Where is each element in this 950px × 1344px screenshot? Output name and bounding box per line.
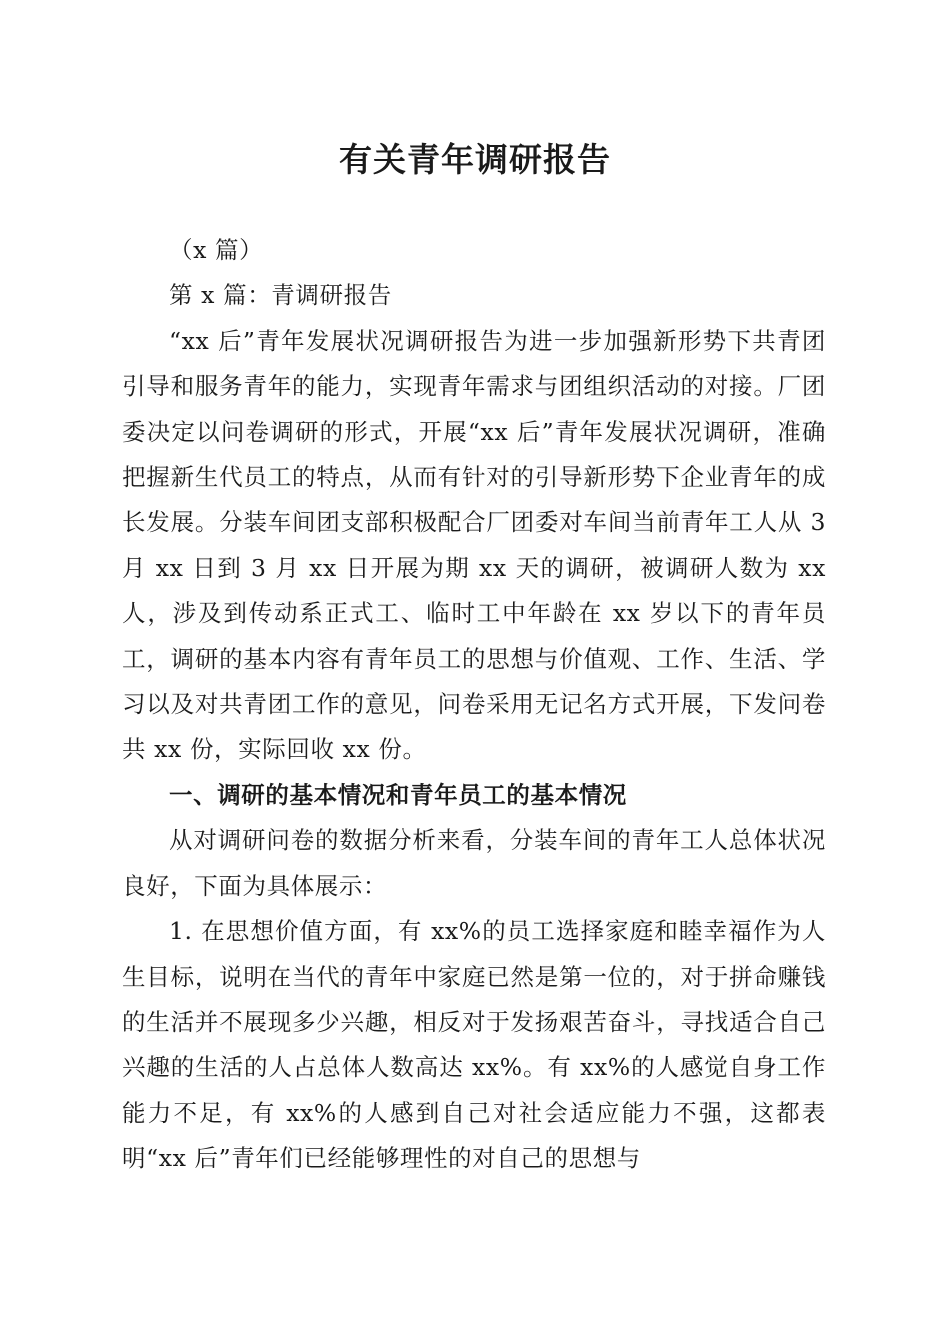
overview-paragraph: 从对调研问卷的数据分析来看，分装车间的青年工人总体状况良好，下面为具体展示： — [122, 826, 826, 900]
section-heading-1: 一、调研的基本情况和青年员工的基本情况 — [169, 780, 627, 809]
series-note: （x 篇） — [169, 236, 264, 264]
values-paragraph: 1. 在思想价值方面，有 xx%的员工选择家庭和睦幸福作为人生目标，说明在当代的青年中家庭已然是第一位的，对于拼命赚钱的生活并不展现多少兴趣，相反对于发扬艰苦奋斗，寻找适合自己兴趣的生活的人占总体人数高达 xx%。有 xx%的人感觉自身工作能力不足，有 xx%的人感到自己对社会适应能力不强，这都表明“xx 后”青年们已经能够理性的对自己的思想与 — [122, 917, 826, 1173]
document-title: 有关青年调研报告 — [339, 140, 611, 179]
intro-paragraph: “xx 后”青年发展状况调研报告为进一步加强新形势下共青团引导和服务青年的能力，实现青年需求与团组织活动的对接。厂团委决定以问卷调研的形式，开展“xx 后”青年发展状况调研，准确把握新生代员工的特点，从而有针对的引导新形势下企业青年的成长发展。分装车间团支部积极配合厂团委对车间当前青年工人从 3 月 xx 日到 3 月 xx 日开展为期 xx 天的调研，被调研人数为 xx 人，涉及到传动系正式工、临时工中年龄在 xx 岁以下的青年员工，调研的基本内容有青年员工的思想与价值观、工作、生活、学习以及对共青团工作的意见，问卷采用无记名方式开展，下发问卷共 xx 份，实际回收 xx 份。 — [122, 326, 826, 764]
document-body — [122, 228, 826, 1182]
chapter-heading: 第 x 篇：青调研报告 — [169, 281, 392, 310]
